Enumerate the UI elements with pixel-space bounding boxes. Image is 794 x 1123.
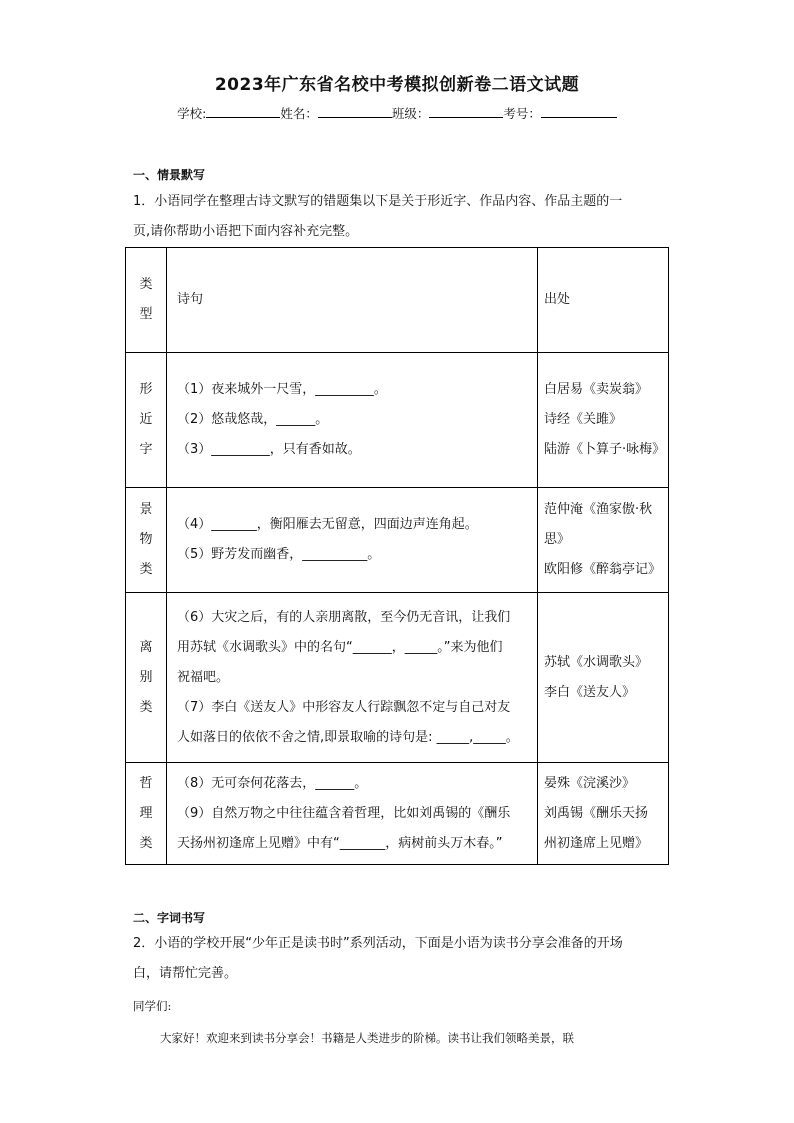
poem-line: （3）_________，只有香如故。 — [177, 442, 361, 457]
name-blank — [318, 104, 392, 118]
poem-lines-cell — [167, 488, 538, 593]
type-char: 景 — [139, 502, 153, 517]
type-char: 字 — [139, 442, 153, 457]
source-line: 白居易《卖炭翁》 — [544, 382, 649, 397]
type-char: 理 — [139, 805, 153, 821]
poem-line: 人如落日的依依不舍之情,即景取喻的诗句是: _____,_____。 — [177, 729, 519, 745]
type-char: 近 — [139, 412, 153, 427]
type-char: 哲 — [139, 775, 153, 791]
type-char: 类 — [139, 562, 153, 577]
header-type-char: 类 — [139, 277, 153, 292]
source-line: 晏殊《浣溪沙》 — [544, 775, 636, 791]
type-cell — [126, 353, 167, 488]
header-type-char: 型 — [139, 307, 153, 322]
question-1-line-2: 页,请你帮助小语把下面内容补充完整。 — [133, 224, 359, 239]
source-cell — [538, 593, 669, 763]
student-info-line — [0, 104, 794, 122]
page-title: 2023年广东省名校中考模拟创新卷二语文试题 — [214, 75, 580, 95]
poem-line: （9）自然万物之中往往蕴含着哲理，比如刘禹锡的《酬乐 — [177, 805, 511, 821]
school-blank — [206, 104, 280, 118]
source-line: 州初逢席上见赠》 — [544, 835, 649, 851]
question-2-line-2: 白，请帮忙完善。 — [133, 966, 238, 981]
type-cell — [126, 488, 167, 593]
type-char: 物 — [139, 532, 153, 547]
poem-line: （8）无可奈何花落去，______。 — [177, 775, 368, 791]
source-cell — [538, 763, 669, 865]
poem-line: （4）_______，衡阳雁去无留意，四面边声连角起。 — [177, 517, 478, 532]
source-line: 诗经《关雎》 — [544, 412, 623, 427]
type-cell — [126, 593, 167, 763]
source-line: 范仲淹《渔家傲·秋 — [544, 502, 653, 517]
poem-line: 祝福吧。 — [177, 669, 230, 685]
id-blank — [541, 104, 617, 118]
class-blank — [429, 104, 503, 118]
speech-text: 大家好！欢迎来到读书分享会！书籍是人类进步的阶梯。读书让我们领略美景，联 — [160, 1031, 574, 1045]
table-row — [126, 488, 669, 593]
type-char: 类 — [139, 699, 153, 715]
table-header-row — [126, 248, 669, 353]
poem-table — [125, 247, 669, 865]
poem-line: （7）李白《送友人》中形容友人行踪飘忽不定与自己对友 — [177, 699, 511, 715]
source-line: 刘禹锡《酬乐天扬 — [544, 805, 649, 821]
source-line: 李白《送友人》 — [544, 684, 636, 700]
school-label: 学校: — [177, 106, 207, 121]
source-line: 欧阳修《醉翁亭记》 — [544, 562, 662, 577]
source-cell — [538, 353, 669, 488]
table-row — [126, 763, 669, 865]
source-line: 陆游《卜算子·咏梅》 — [544, 442, 666, 457]
poem-line: （1）夜来城外一尺雪，_________。 — [177, 382, 387, 397]
type-char: 形 — [139, 382, 153, 397]
question-1 — [133, 187, 663, 247]
question-2 — [133, 929, 663, 989]
id-label: 考号： — [503, 106, 541, 121]
section-heading-1: 一、情景默写 — [133, 168, 206, 182]
source-line: 思》 — [544, 532, 571, 547]
header-type-cell — [126, 248, 167, 353]
greeting: 同学们: — [133, 999, 172, 1013]
question-2-line-1: 2．小语的学校开展“少年正是读书时”系列活动，下面是小语为读书分享会准备的开场 — [133, 936, 623, 951]
poem-line: （5）野芳发而幽香，__________。 — [177, 547, 381, 562]
source-cell — [538, 488, 669, 593]
table-row — [126, 353, 669, 488]
type-char: 别 — [139, 669, 153, 685]
header-poem-cell: 诗句 — [167, 248, 538, 353]
poem-line: 天扬州初逢席上见赠》中有“_______，病树前头万木春。” — [177, 835, 503, 851]
type-char: 类 — [139, 835, 153, 851]
poem-line: 用苏轼《水调歌头》中的名句“______，_____。”来为他们 — [177, 639, 503, 655]
poem-lines-cell — [167, 763, 538, 865]
class-label: 班级： — [391, 106, 430, 121]
type-char: 离 — [139, 639, 153, 655]
poem-line: （6）大灾之后，有的人亲朋离散，至今仍无音讯，让我们 — [177, 609, 511, 625]
type-cell — [126, 763, 167, 865]
source-line: 苏轼《水调歌头》 — [544, 654, 649, 670]
header-source-cell: 出处 — [538, 248, 669, 353]
poem-line: （2）悠哉悠哉，______。 — [177, 412, 329, 427]
name-label: 姓名： — [280, 106, 318, 121]
table-row — [126, 593, 669, 763]
question-1-line-1: 1．小语同学在整理古诗文默写的错题集以下是关于形近字、作品内容、作品主题的一 — [133, 194, 623, 209]
poem-lines-cell — [167, 353, 538, 488]
poem-lines-cell — [167, 593, 538, 763]
section-heading-2: 二、字词书写 — [133, 911, 206, 925]
